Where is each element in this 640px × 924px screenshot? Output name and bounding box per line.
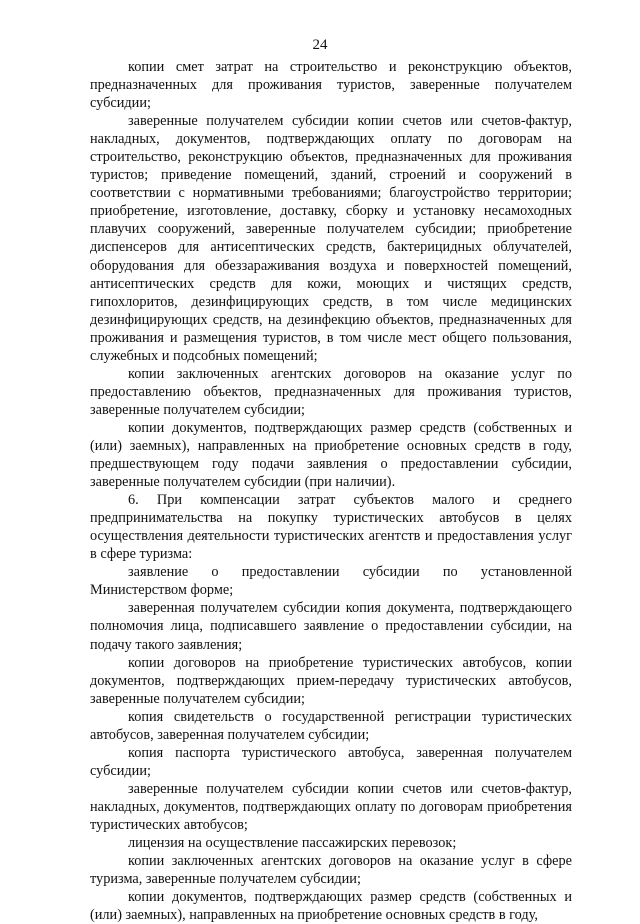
paragraph-funds-documents-continued: копии документов, подтверждающих размер средств (собственных и (или) заемных), направленных на приобретение основных средств в году, (90, 889, 572, 924)
paragraph-agency-contracts-tourism: копии заключенных агентских договоров на оказание услуг в сфере туризма, заверенные получателем субсидии; (90, 853, 572, 888)
paragraph-estimate-copies: копии смет затрат на строительство и реконструкцию объектов, предназначенных для проживания туристов, заверенные получателем субсидии; (90, 59, 572, 112)
paragraph-registration-certificates: копия свидетельств о государственной регистрации туристических автобусов, заверенная получателем субсидии; (90, 708, 572, 743)
paragraph-invoices-construction: заверенные получателем субсидии копии счетов или счетов-фактур, накладных, документов, подтверждающих оплату по договорам на строительство, реконструкцию объектов, предназначенных для проживания туристов; приведение помещений, зданий, строений и сооружений в соответствии с нормативными требованиями; благоустройство территории; приобретение, изготовление, доставку, сборку и установку несамоходных плавучих сооружений, заверенные получателем субсидии; приобретение диспенсеров для антисептических средств, бактерицидных облучателей, оборудования для обеззараживания воздуха и поверхностей помещений, антисептических средств для кожи, моющих и чистящих средств, гипохлоритов, дезинфицирующих средств, в том числе медицинских дезинфицирующих средств, на дезинфекцию объектов, предназначенных для проживания и размещения туристов, в том числе мест общего пользования, служебных и подсобных помещений; (90, 113, 572, 364)
paragraph-bus-purchase-contracts: копии договоров на приобретение туристических автобусов, копии документов, подтверждающих прием-передачу туристических автобусов, заверенные получателем субсидии; (90, 654, 572, 707)
paragraph-invoices-buses: заверенные получателем субсидии копии счетов или счетов-фактур, накладных, документов, подтверждающих оплату по договорам приобретения туристических автобусов; (90, 780, 572, 833)
paragraph-application: заявление о предоставлении субсидии по установленной Министерством форме; (90, 564, 572, 599)
page-number: 24 (312, 37, 328, 53)
paragraph-bus-passport: копия паспорта туристического автобуса, заверенная получателем субсидии; (90, 744, 572, 779)
paragraph-section-6: 6. При компенсации затрат субъектов малого и среднего предпринимательства на покупку туристических автобусов в целях осуществления деятельности туристических агентств и предоставления услуг в сфере туризма: (90, 492, 572, 563)
paragraph-authority-document: заверенная получателем субсидии копия документа, подтверждающего полномочия лица, подписавшего заявление о предоставлении субсидии, на подачу такого заявления; (90, 600, 572, 653)
paragraph-agency-contracts-accommodation: копии заключенных агентских договоров на оказание услуг по предоставлению объектов, предназначенных для проживания туристов, заверенные получателем субсидии; (90, 365, 572, 418)
paragraph-funds-documents: копии документов, подтверждающих размер средств (собственных и (или) заемных), направленных на приобретение основных средств в году, предшествующем году подачи заявления о предоставлении субсидии, заверенные получателем субсидии (при наличии). (90, 419, 572, 491)
document-body (90, 58, 572, 924)
paragraph-passenger-license: лицензия на осуществление пассажирских перевозок; (128, 835, 457, 852)
